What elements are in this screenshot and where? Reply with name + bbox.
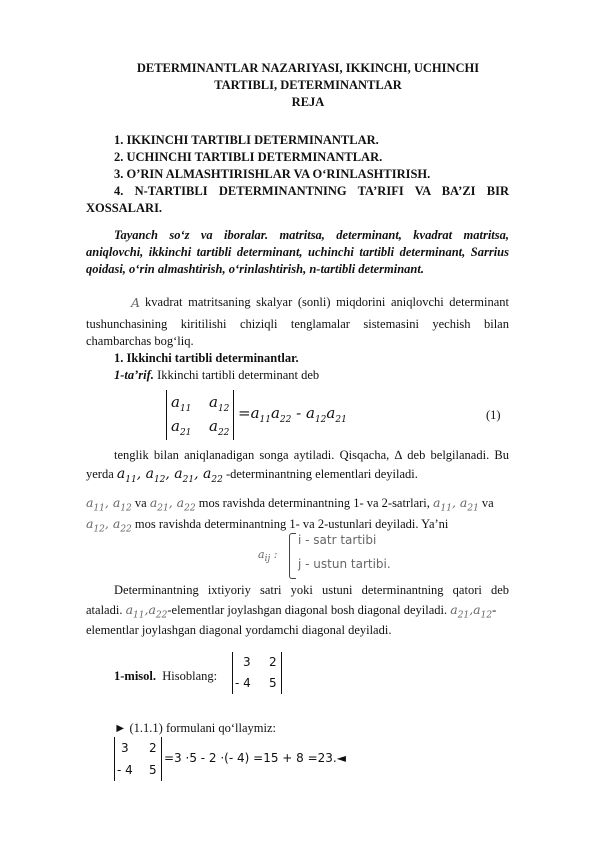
- intro-line1: [131, 294, 509, 311]
- para1-line1: tenglik bilan aniqlanadigan songa aytiladi. Qisqacha, ∆ deb belgilanadi. Bu: [114, 448, 509, 462]
- para1-pre: yerda: [86, 467, 114, 481]
- title-line2: TARTIBLI, DETERMINANTLAR: [214, 78, 402, 92]
- plan-item-4: 4. N-TARTIBLI DETERMINANTNING TA’RIFI VA BA’ZI BIR: [114, 184, 509, 198]
- plan-title: REJA: [291, 95, 325, 109]
- para2-line2: $a_{12}$, $a_{22}$ mos ravishda determinantning 1- va 2-ustunlari deyiladi. Ya’ni: [86, 516, 449, 535]
- para3-line1: Determinantning ixtiyoriy satri yoki ustuni determinantning qatori deb: [114, 583, 509, 597]
- example-label: 1-misol.: [114, 669, 157, 683]
- para1-line2: yerda $a_{11}$, $a_{12}$, $a_{21}$, $a_{22}$ -determinantning elementlari deyiladi.: [86, 466, 418, 485]
- intro-text1: kvadrat matritsaning skalyar (sonli) miqdorini aniqlovchi determinant: [145, 295, 509, 309]
- para3-line3: elementlar joylashgan diagonal yordamchi diagonal deyiladi.: [86, 623, 392, 637]
- example-matrix: 3 2 - 4 5: [232, 652, 282, 694]
- determinant-2x2: $a_{11}$ $a_{12}$ $a_{21}$ $a_{22}$: [166, 390, 234, 440]
- matrix-symbol: A: [131, 295, 141, 310]
- formula-number: (1): [486, 408, 501, 422]
- para1-post: -determinantning elementlari deyiladi.: [225, 467, 418, 481]
- plan-item-4-cont: XOSSALARI.: [86, 201, 163, 215]
- intro-line2: tushunchasining kiritilishi chiziqli tenglamalar sistemasini yechish bilan: [86, 317, 509, 331]
- plan-item-3: 3. O’RIN ALMASHTIRISHLAR VA O‘RINLASHTIRISH.: [114, 167, 431, 181]
- solution-matrix: 3 2 - 4 5: [114, 737, 162, 781]
- aij-label: $a_{ij}$ :: [258, 548, 278, 565]
- example-text: Hisoblang:: [162, 669, 218, 683]
- intro-line3: chambarchas bog‘liq.: [86, 334, 194, 348]
- brace: [289, 533, 296, 579]
- example-label-line: [114, 668, 217, 685]
- definition: [114, 367, 319, 384]
- index-row2: j - ustun tartibi.: [298, 557, 391, 571]
- formula-rhs: $=a_{11}a_{22} - a_{12}a_{21}$: [238, 404, 347, 425]
- keywords-line2: aniqlovchi, ikkinchi tartibli determinant, uchinchi tartibli determinant, Sarrius: [86, 245, 509, 259]
- section-heading: 1. Ikkinchi tartibli determinantlar.: [114, 351, 299, 365]
- definition-label: 1-ta’rif.: [114, 368, 154, 382]
- keywords-line3: qoidasi, o‘rin almashtirish, o‘rinlashtirish, n-tartibli determinant.: [86, 262, 424, 276]
- para2-line1: $a_{11}$, $a_{12}$ va $a_{21}$, $a_{22}$ mos ravishda determinantning 1- va 2-satrlari, $a_{11}$, $a_{21}$ va: [86, 495, 494, 514]
- title-line1: DETERMINANTLAR NAZARIYASI, IKKINCHI, UCHINCHI: [136, 61, 480, 75]
- para3-line2: ataladi. $a_{11},a_{22}$-elementlar joylashgan diagonal bosh diagonal deyiladi. $a_{21},a_{12}-$: [86, 602, 497, 621]
- solution-calc: =3 ·5 - 2 ·(- 4) =15 + 8 =23.◄: [164, 751, 346, 765]
- plan-item-2: 2. UCHINCHI TARTIBLI DETERMINANTLAR.: [114, 150, 383, 164]
- plan-item-1: 1. IKKINCHI TARTIBLI DETERMINANTLAR.: [114, 133, 379, 147]
- page-title: [60, 60, 556, 111]
- keywords-line1: Tayanch so‘z va iboralar. matritsa, determinant, kvadrat matritsa,: [114, 228, 509, 242]
- index-row1: i - satr tartibi: [298, 533, 377, 547]
- solution-text: ► (1.1.1) formulani qo‘llaymiz:: [114, 721, 276, 735]
- definition-text: Ikkinchi tartibli determinant deb: [153, 368, 320, 382]
